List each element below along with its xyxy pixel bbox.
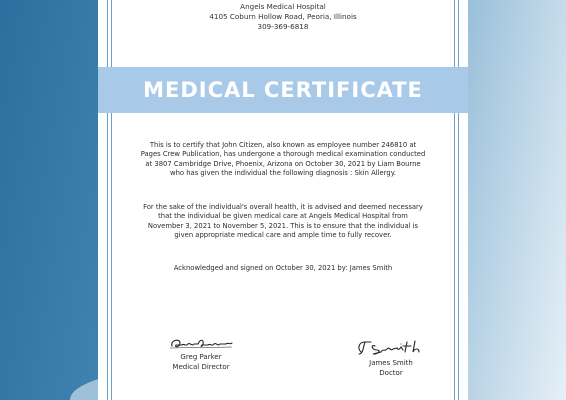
director-name: Greg Parker (180, 353, 222, 361)
signature-block-doctor (331, 338, 451, 378)
hospital-name: Angels Medical Hospital (240, 2, 326, 11)
acknowledgement-line: Acknowledged and signed on October 30, 2021 by: James Smith (173, 264, 393, 272)
certificate-title: MEDICAL CERTIFICATE (143, 78, 423, 102)
hospital-address: 4105 Coburn Hollow Road, Peoria, Illinois (209, 12, 357, 21)
doctor-signature (351, 338, 431, 358)
recommendation-paragraph: For the sake of the individual's overall health, it is advised and deemed necessary that the individual be given medical care at Angels Medical Hospital from November 3, 2021 to November 5, 2021. This is to ensure that the individual is given appropriate medical care and ample time to fully recover. (143, 203, 423, 240)
signature-block-director (141, 336, 261, 372)
doctor-role: Doctor (379, 369, 403, 377)
certification-paragraph: This is to certify that John Citizen, also known as employee number 246810 at Pages Crew Publication, has undergone a thorough medical examination conducted at 3807 Cambridge Drive, Phoenix, Arizona on October 30, 2021 by Liam Bourne who has given the individual the following diagnosis : Skin Allergy. (140, 141, 426, 178)
director-signature (166, 336, 236, 352)
director-role: Medical Director (172, 363, 230, 371)
hospital-phone: 309-369-6818 (257, 22, 309, 31)
doctor-name: James Smith (369, 359, 413, 367)
